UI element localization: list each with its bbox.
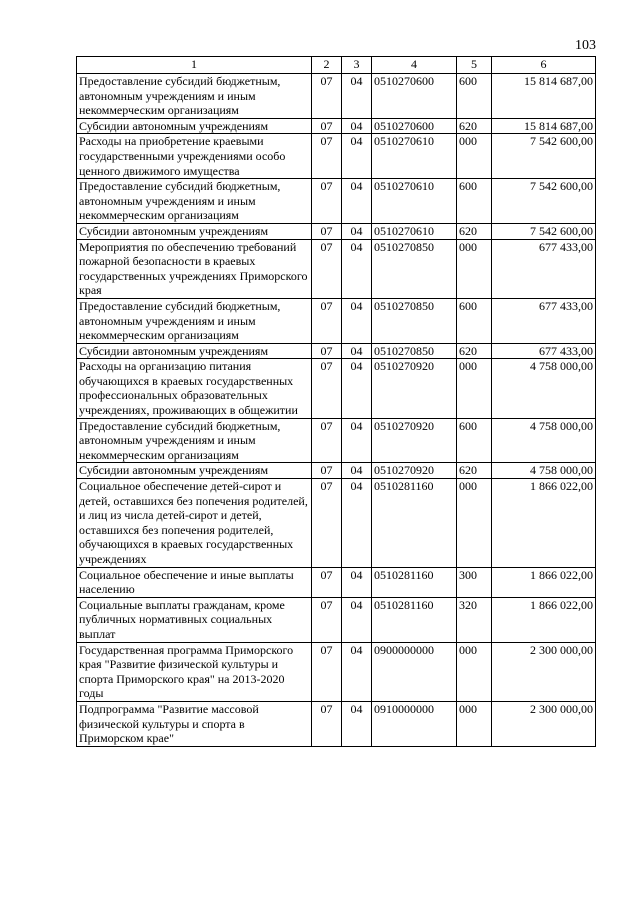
row-expense-type-cell: 620 — [457, 343, 492, 359]
row-section-cell: 07 — [312, 418, 342, 463]
table-row — [77, 479, 596, 568]
table-row — [77, 298, 596, 343]
row-target-article-cell: 0510270920 — [372, 418, 457, 463]
column-header: 2 — [312, 57, 342, 74]
row-target-article-cell: 0910000000 — [372, 701, 457, 746]
row-amount-cell: 1 866 022,00 — [492, 597, 596, 642]
row-subsection-cell: 04 — [342, 179, 372, 224]
row-expense-type-cell: 600 — [457, 74, 492, 119]
row-subsection-cell: 04 — [342, 223, 372, 239]
row-target-article-cell: 0510270600 — [372, 118, 457, 134]
row-subsection-cell: 04 — [342, 359, 372, 418]
row-expense-type-cell: 000 — [457, 134, 492, 179]
row-section-cell: 07 — [312, 343, 342, 359]
row-target-article-cell: 0510270850 — [372, 239, 457, 298]
table-row — [77, 597, 596, 642]
column-header: 4 — [372, 57, 457, 74]
table-row — [77, 118, 596, 134]
row-amount-cell: 7 542 600,00 — [492, 179, 596, 224]
row-section-cell: 07 — [312, 223, 342, 239]
row-amount-cell: 677 433,00 — [492, 239, 596, 298]
row-target-article-cell: 0900000000 — [372, 642, 457, 701]
row-subsection-cell: 04 — [342, 239, 372, 298]
row-section-cell: 07 — [312, 134, 342, 179]
row-name-cell: Предоставление субсидий бюджетным, автономным учреждениям и иным некоммерческим организациям — [77, 298, 312, 343]
row-target-article-cell: 0510270610 — [372, 179, 457, 224]
row-target-article-cell: 0510270610 — [372, 223, 457, 239]
row-section-cell: 07 — [312, 479, 342, 568]
row-target-article-cell: 0510281160 — [372, 479, 457, 568]
row-section-cell: 07 — [312, 298, 342, 343]
row-section-cell: 07 — [312, 118, 342, 134]
row-amount-cell: 677 433,00 — [492, 298, 596, 343]
row-name-cell: Субсидии автономным учреждениям — [77, 118, 312, 134]
row-name-cell: Социальное обеспечение детей-сирот и детей, оставшихся без попечения родителей, и лиц из числа детей-сирот и детей, оставшихся без попечения родителей, обучающихся в краевых государственных учреждениях — [77, 479, 312, 568]
table-row — [77, 343, 596, 359]
row-expense-type-cell: 000 — [457, 479, 492, 568]
row-subsection-cell: 04 — [342, 597, 372, 642]
row-expense-type-cell: 000 — [457, 359, 492, 418]
table-row — [77, 567, 596, 597]
table-row — [77, 701, 596, 746]
row-subsection-cell: 04 — [342, 343, 372, 359]
row-expense-type-cell: 620 — [457, 118, 492, 134]
row-expense-type-cell: 300 — [457, 567, 492, 597]
row-expense-type-cell: 620 — [457, 223, 492, 239]
column-header: 1 — [77, 57, 312, 74]
table-row — [77, 239, 596, 298]
row-amount-cell: 1 866 022,00 — [492, 567, 596, 597]
row-name-cell: Социальное обеспечение и иные выплаты населению — [77, 567, 312, 597]
row-target-article-cell: 0510270920 — [372, 359, 457, 418]
row-subsection-cell: 04 — [342, 567, 372, 597]
table-header-row — [77, 57, 596, 74]
row-subsection-cell: 04 — [342, 642, 372, 701]
row-target-article-cell: 0510270610 — [372, 134, 457, 179]
row-name-cell: Предоставление субсидий бюджетным, автономным учреждениям и иным некоммерческим организациям — [77, 74, 312, 119]
table-row — [77, 179, 596, 224]
row-amount-cell: 677 433,00 — [492, 343, 596, 359]
row-section-cell: 07 — [312, 359, 342, 418]
row-subsection-cell: 04 — [342, 701, 372, 746]
row-expense-type-cell: 600 — [457, 418, 492, 463]
row-amount-cell: 7 542 600,00 — [492, 223, 596, 239]
row-subsection-cell: 04 — [342, 134, 372, 179]
table-row — [77, 418, 596, 463]
row-name-cell: Подпрограмма "Развитие массовой физической культуры и спорта в Приморском крае" — [77, 701, 312, 746]
row-target-article-cell: 0510270920 — [372, 463, 457, 479]
row-section-cell: 07 — [312, 463, 342, 479]
row-amount-cell: 4 758 000,00 — [492, 463, 596, 479]
row-section-cell: 07 — [312, 567, 342, 597]
column-header: 3 — [342, 57, 372, 74]
row-expense-type-cell: 000 — [457, 642, 492, 701]
row-amount-cell: 4 758 000,00 — [492, 418, 596, 463]
row-expense-type-cell: 620 — [457, 463, 492, 479]
row-subsection-cell: 04 — [342, 418, 372, 463]
row-amount-cell: 15 814 687,00 — [492, 74, 596, 119]
row-amount-cell: 2 300 000,00 — [492, 642, 596, 701]
row-expense-type-cell: 000 — [457, 239, 492, 298]
row-section-cell: 07 — [312, 597, 342, 642]
row-name-cell: Расходы на организацию питания обучающихся в краевых государственных профессиональных образовательных учреждениях, проживающих в общежитии — [77, 359, 312, 418]
column-header: 6 — [492, 57, 596, 74]
row-name-cell: Государственная программа Приморского края "Развитие физической культуры и спорта Приморского края" на 2013-2020 годы — [77, 642, 312, 701]
row-name-cell: Субсидии автономным учреждениям — [77, 343, 312, 359]
row-subsection-cell: 04 — [342, 463, 372, 479]
row-name-cell: Субсидии автономным учреждениям — [77, 223, 312, 239]
row-name-cell: Предоставление субсидий бюджетным, автономным учреждениям и иным некоммерческим организациям — [77, 418, 312, 463]
row-expense-type-cell: 000 — [457, 701, 492, 746]
row-target-article-cell: 0510281160 — [372, 597, 457, 642]
row-target-article-cell: 0510270850 — [372, 343, 457, 359]
row-section-cell: 07 — [312, 642, 342, 701]
row-name-cell: Предоставление субсидий бюджетным, автономным учреждениям и иным некоммерческим организациям — [77, 179, 312, 224]
row-section-cell: 07 — [312, 239, 342, 298]
row-subsection-cell: 04 — [342, 118, 372, 134]
row-amount-cell: 15 814 687,00 — [492, 118, 596, 134]
row-name-cell: Субсидии автономным учреждениям — [77, 463, 312, 479]
table-row — [77, 223, 596, 239]
table-row — [77, 463, 596, 479]
row-subsection-cell: 04 — [342, 74, 372, 119]
row-target-article-cell: 0510270600 — [372, 74, 457, 119]
table-row — [77, 642, 596, 701]
table-row — [77, 134, 596, 179]
row-name-cell: Социальные выплаты гражданам, кроме публичных нормативных социальных выплат — [77, 597, 312, 642]
row-section-cell: 07 — [312, 74, 342, 119]
row-amount-cell: 1 866 022,00 — [492, 479, 596, 568]
row-amount-cell: 2 300 000,00 — [492, 701, 596, 746]
table-row — [77, 74, 596, 119]
budget-table — [76, 56, 596, 747]
row-name-cell: Мероприятия по обеспечению требований пожарной безопасности в краевых государственных учреждениях Приморского края — [77, 239, 312, 298]
row-target-article-cell: 0510281160 — [372, 567, 457, 597]
row-amount-cell: 4 758 000,00 — [492, 359, 596, 418]
row-subsection-cell: 04 — [342, 298, 372, 343]
row-name-cell: Расходы на приобретение краевыми государственными учреждениями особо ценного движимого имущества — [77, 134, 312, 179]
row-subsection-cell: 04 — [342, 479, 372, 568]
row-expense-type-cell: 600 — [457, 179, 492, 224]
row-target-article-cell: 0510270850 — [372, 298, 457, 343]
table-row — [77, 359, 596, 418]
page-number: 103 — [575, 38, 596, 53]
row-expense-type-cell: 320 — [457, 597, 492, 642]
column-header: 5 — [457, 57, 492, 74]
row-section-cell: 07 — [312, 179, 342, 224]
row-amount-cell: 7 542 600,00 — [492, 134, 596, 179]
row-expense-type-cell: 600 — [457, 298, 492, 343]
row-section-cell: 07 — [312, 701, 342, 746]
